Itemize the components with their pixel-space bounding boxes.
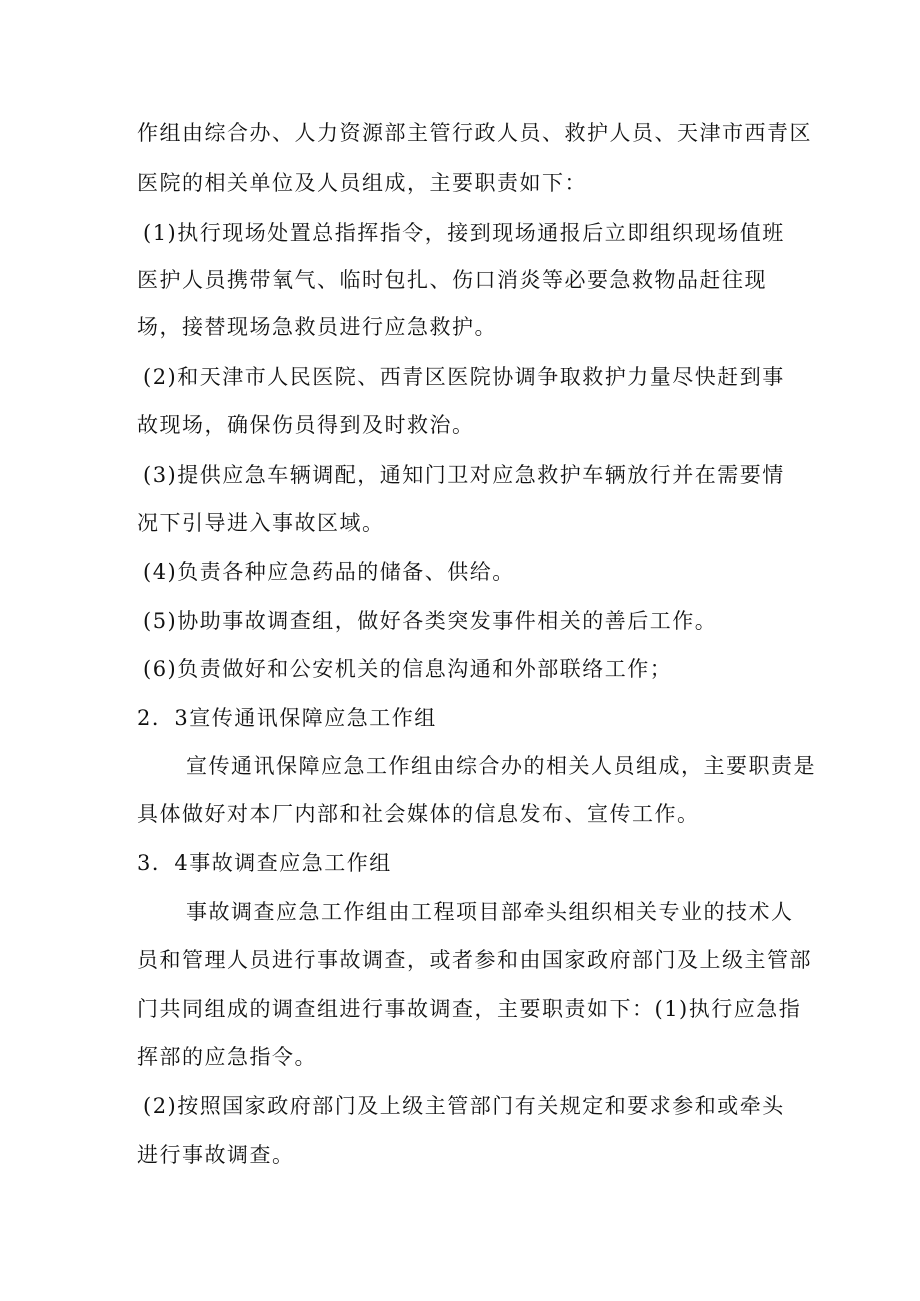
list-item: (3)提供应急车辆调配，通知门卫对应急救护车辆放行并在需要情	[143, 463, 785, 487]
text-line: 医护人员携带氧气、临时包扎、伤口消炎等必要急救物品赶往现	[137, 268, 767, 292]
text-line: 员和管理人员进行事故调查，或者参和由国家政府部门及上级主管部	[137, 948, 812, 972]
text-line: 作组由综合办、人力资源部主管行政人员、救护人员、天津市西青区	[137, 121, 812, 145]
list-item: (5)协助事故调查组，做好各类突发事件相关的善后工作。	[143, 609, 718, 633]
text-line: 挥部的应急指令。	[137, 1045, 317, 1069]
text-line: 故现场，确保伤员得到及时救治。	[137, 413, 475, 437]
text-line: 医院的相关单位及人员组成，主要职责如下：	[137, 171, 587, 195]
list-item: (1)执行现场处置总指挥指令，接到现场通报后立即组织现场值班	[143, 221, 785, 245]
section-heading: 3．4事故调查应急工作组	[137, 851, 392, 875]
text-line: 况下引导进入事故区域。	[137, 511, 385, 535]
list-item: (2)按照国家政府部门及上级主管部门有关规定和要求参和或牵头	[143, 1094, 785, 1118]
text-line: 场，接替现场急救员进行应急救护。	[137, 315, 497, 339]
paragraph-line: 事故调查应急工作组由工程项目部牵头组织相关专业的技术人	[186, 900, 794, 924]
section-heading: 2．3宣传通讯保障应急工作组	[137, 706, 437, 730]
text-line: 具体做好对本厂内部和社会媒体的信息发布、宣传工作。	[137, 802, 700, 826]
list-item: (2)和天津市人民医院、西青区医院协调争取救护力量尽快赶到事	[143, 365, 785, 389]
text-line: 门共同组成的调查组进行事故调查，主要职责如下：(1)执行应急指	[137, 997, 802, 1021]
list-item: (6)负责做好和公安机关的信息沟通和外部联络工作；	[143, 657, 673, 681]
list-item: (4)负责各种应急药品的储备、供给。	[143, 560, 515, 584]
paragraph-line: 宣传通讯保障应急工作组由综合办的相关人员组成，主要职责是	[186, 754, 816, 778]
text-line: 进行事故调查。	[137, 1143, 295, 1167]
